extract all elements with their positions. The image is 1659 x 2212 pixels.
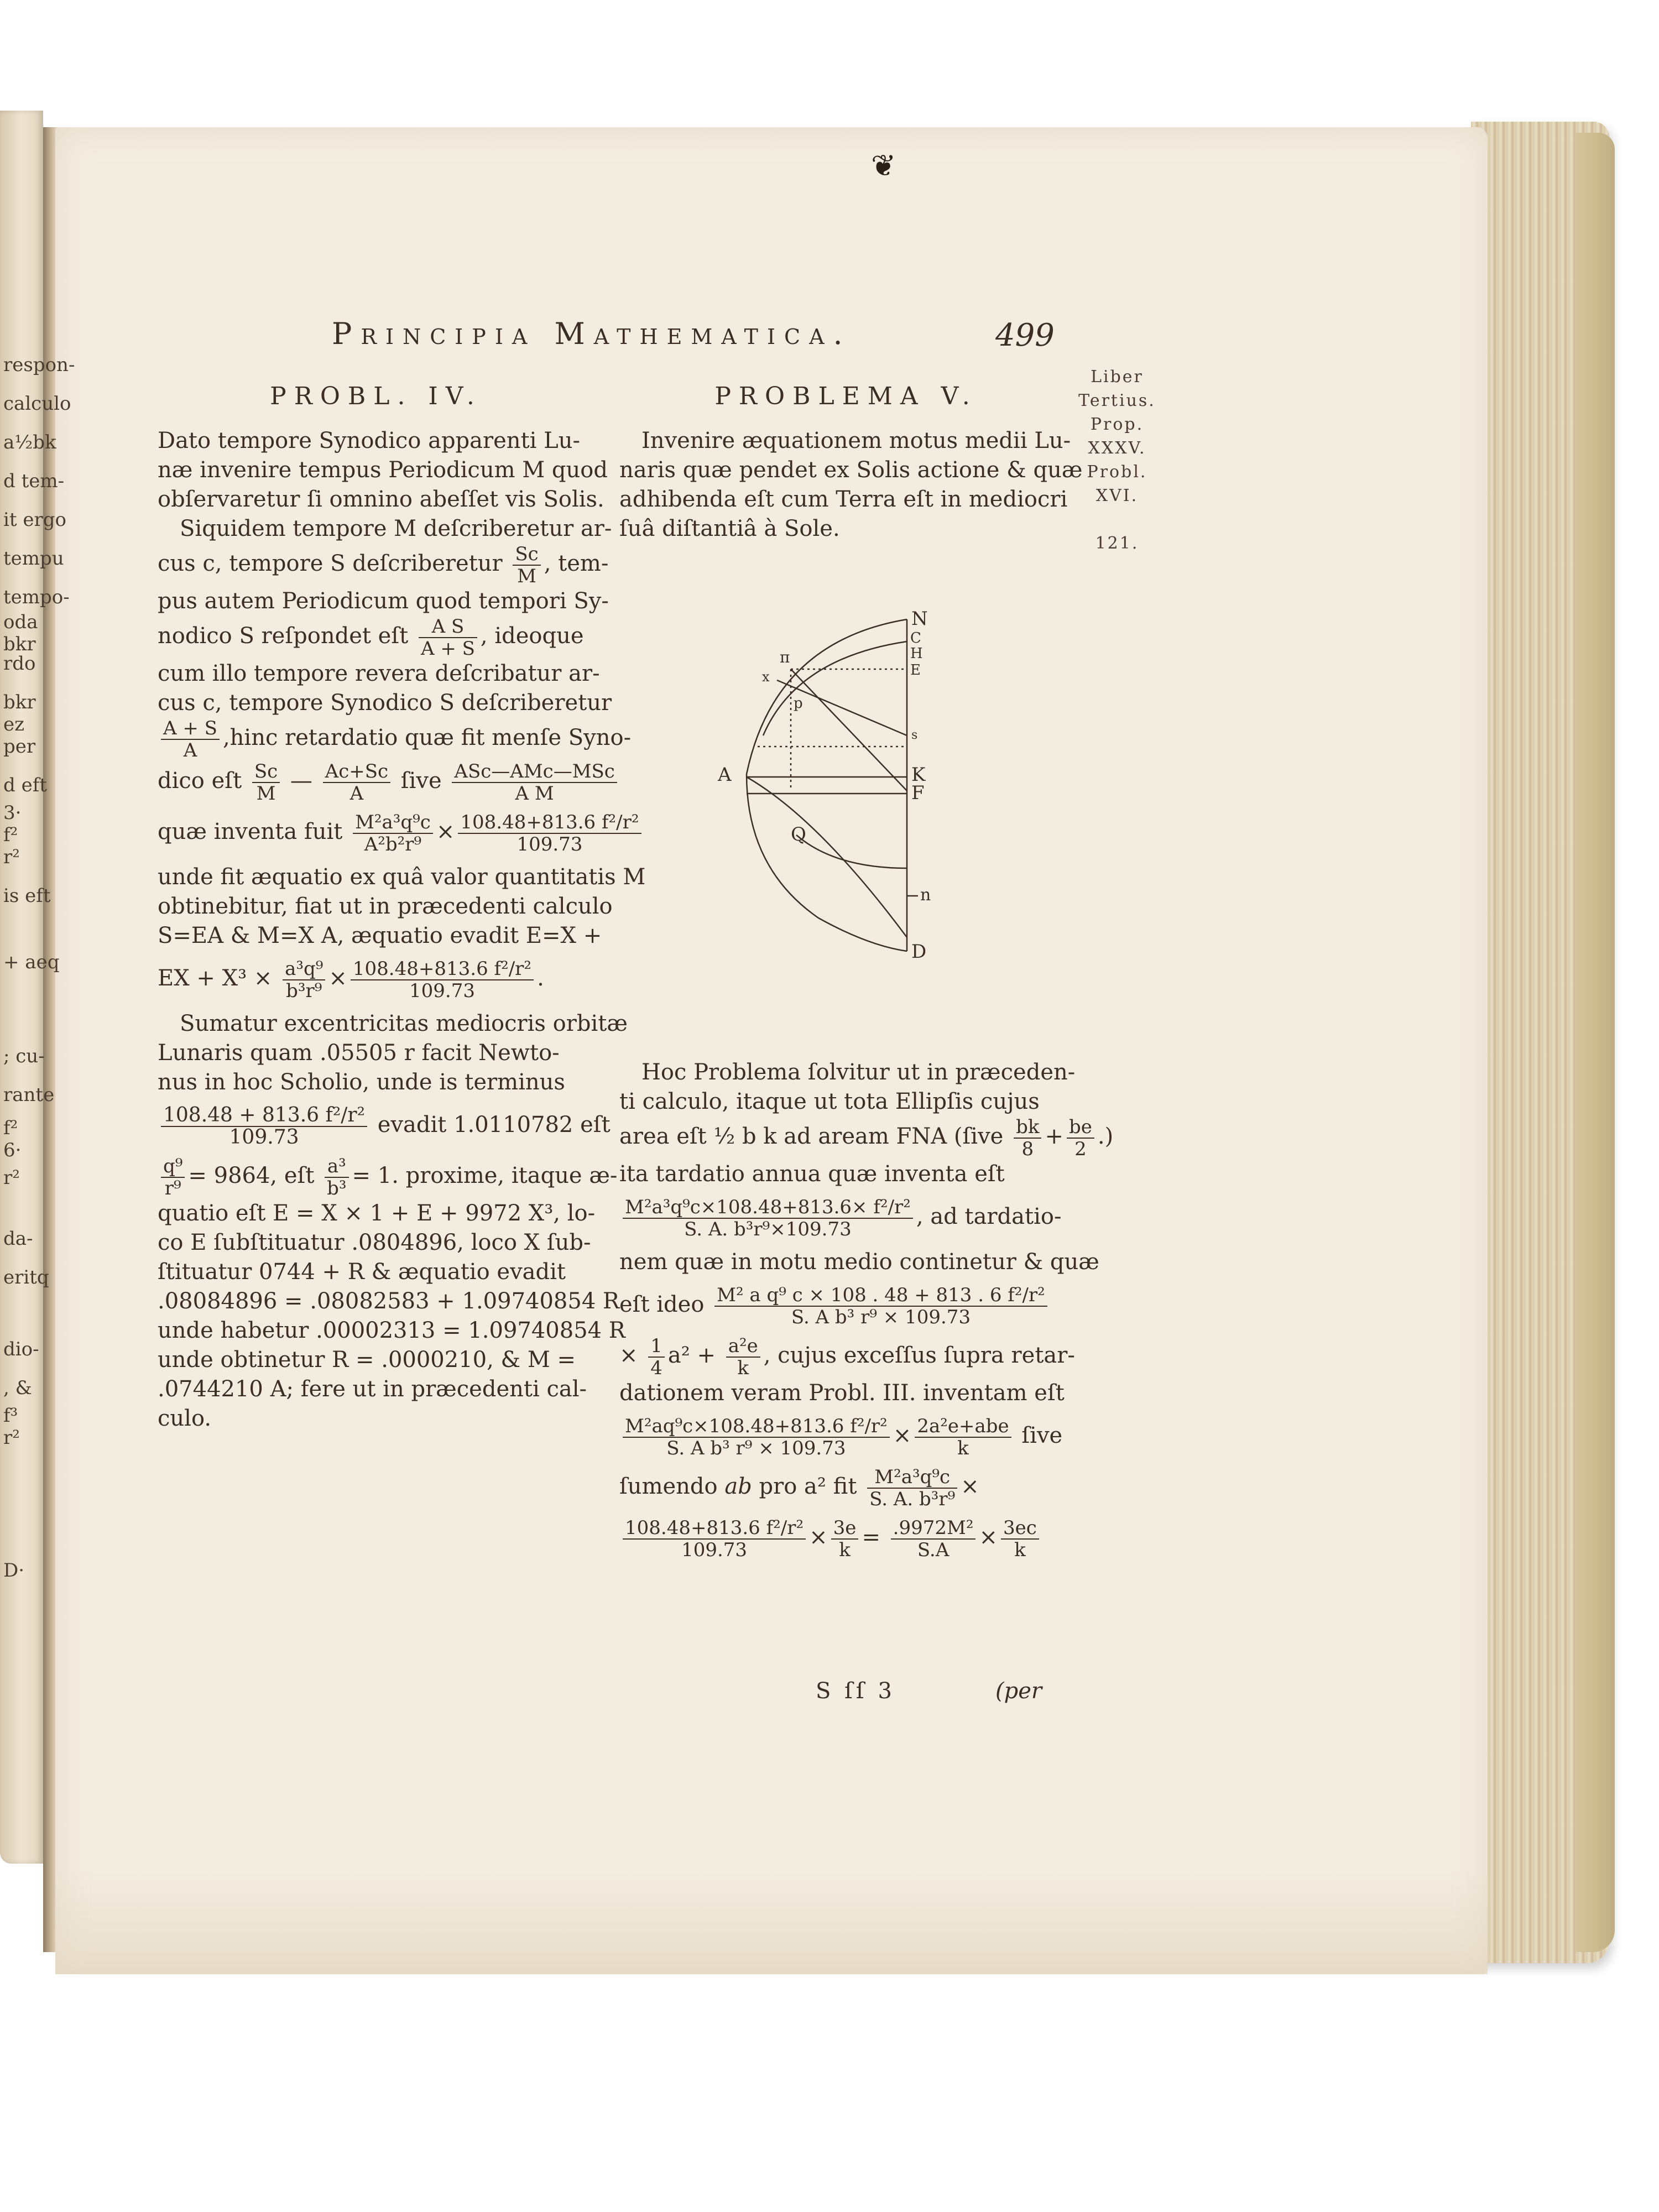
statement-line: naris quæ pendet ex Solis actione & quæ [619,457,1083,483]
margin-note-line: Prop. [1090,415,1144,434]
numerator: M²aq⁹c×108.48+813.6 f²/r² [623,1416,890,1438]
fraction [714,1285,1047,1328]
fraction [452,761,617,804]
lower-arc [796,835,907,868]
fraction [831,1517,859,1561]
left-page-fragment: oda [3,611,38,633]
running-head: Principia Mathematica. [332,316,852,351]
formula-line: quæ inventa fuit $\frac{\text{M²a³q⁹c}}{\text{A²b²r⁹}}$ × $\frac{\text{108.48+813.6 f²/r²}}{109.73}$ [158,812,594,855]
statement-line: ſuâ diſtantiâ à Sole. [619,516,840,541]
text-span: area eſt ½ b k ad aream FNA (ſive [619,1124,1004,1149]
denominator: k [737,1357,749,1379]
numerator: M²a³q⁹c [353,812,433,834]
text-line [158,543,609,587]
text-line: pus autem Periodicum quod tempori Sy- [158,588,609,614]
left-page-fragment: , & [3,1377,32,1399]
text-line: cum illo tempore revera deſcribatur ar- [158,661,600,686]
text-span: EX + X³ × [158,966,273,991]
text-line: nus in hoc Scholio, unde is terminus [158,1070,565,1095]
text-span: , ideoque [480,623,584,649]
text-line: co E ſubſtituatur .0804896, loco X ſub- [158,1230,591,1255]
text-span: ,hinc retardatio quæ fit menſe Syno- [222,725,632,750]
margin-note-line: Tertius. [1078,391,1156,410]
text-line [158,1155,618,1199]
fraction [1014,1117,1041,1160]
fraction [161,718,220,761]
numerator: 1 [648,1335,665,1358]
text-line: unde habetur .00002313 = 1.09740854 R [158,1318,625,1343]
numerator: 3e [831,1517,859,1540]
left-page-fragment: f² [3,824,18,846]
fraction [1001,1517,1039,1561]
text-line: ti calculo, itaque ut tota Ellipſis cujus [619,1089,1040,1114]
label-K: K [911,764,926,786]
fraction [513,544,540,587]
left-page-fragment: r² [3,1167,20,1189]
text-line [158,616,594,659]
text-line [158,717,632,761]
denominator: k [957,1437,969,1459]
statement-line: obſervaretur ſi omnino abeſſet vis Solis. [158,487,604,512]
fraction [419,616,477,659]
numerator: 108.48+813.6 f²/r² [351,958,534,980]
label-n: n [920,885,931,905]
denominator: M [517,565,536,587]
text-line: culo. [158,1406,212,1431]
text-line: Siquidem tempore M deſcriberetur ar- [180,516,612,541]
left-page-fragment: r² [3,1427,20,1449]
fraction [325,1156,348,1199]
page-number: 499 [995,317,1055,353]
denominator: k [1014,1539,1026,1561]
denominator: 109.73 [517,833,583,855]
numerator: Sc [513,544,540,566]
denominator: 4 [650,1357,662,1379]
formula-line: $\frac{\text{M²aq⁹c×108.48+813.6 f²/r²}}{\text{S. A b³ r⁹ × 109.73}}$ × $\frac{\text{2a²e+abe}}{k}$ ſive [619,1416,1073,1459]
statement-line: adhibenda eſt cum Terra eſt in mediocri [619,487,1068,512]
denominator: S. A b³ r⁹ × 109.73 [666,1437,846,1459]
denominator: S. A. b³r⁹ [869,1488,956,1510]
left-page-fragment: r² [3,846,20,868]
text-span: pro a² fit [759,1474,857,1499]
text-line: area eſt ½ b k ad aream FNA (ſive $\frac{bk}{8}$ + $\frac{be}{2}$ [619,1117,1073,1160]
denominator: b³ [327,1177,347,1199]
text-line: cus c, tempore Synodico S deſcriberetur [158,690,612,716]
denominator: b³r⁹ [286,980,322,1002]
label-x: x [762,669,770,685]
left-page-fragment: D· [3,1559,25,1582]
signature-mark: S ſſ 3 [816,1678,895,1704]
left-page-fragment: f² [3,1117,18,1139]
statement-line: Dato tempore Synodico apparenti Lu- [158,428,580,453]
denominator: 8 [1021,1138,1034,1160]
text-span: × [328,966,347,991]
fraction [915,1416,1011,1459]
text-span: = 1. proxime, itaque æ- [352,1163,618,1188]
lunar-orbit-diagram [708,608,973,984]
left-page-fragment: tempo- [3,586,70,608]
denominator: A + S [420,638,475,660]
numerator: Ac+Sc [323,761,390,783]
numerator: bk [1014,1117,1041,1139]
formula-line [158,1104,611,1149]
label-C: C [910,630,921,646]
fraction [623,1517,806,1561]
ornament: ❦ [871,148,896,183]
left-page-fragment: + aeq [3,951,60,973]
left-page-fragment: eritq [3,1266,49,1288]
text-span: × [619,1343,638,1368]
numerator: A S [419,616,477,638]
label-D: D [911,941,927,963]
text-span: , cujus exceſſus ſupra retar- [763,1343,1075,1368]
denominator: 2 [1074,1138,1087,1160]
fraction [283,958,325,1001]
problem-4-column [158,382,646,1433]
text-line [619,1467,1073,1510]
label-H: H [910,645,923,662]
text-span: a² + [667,1343,716,1368]
fraction [648,1335,665,1379]
problem-5-heading: PROBLEMA V. [714,382,978,410]
denominator: A [183,739,197,761]
label-s: s [911,728,918,742]
fraction [458,812,641,855]
fraction [161,1105,367,1148]
diagonal-1 [791,669,907,791]
left-page-fragment: it ergo [3,509,66,531]
text-line: .0744210 A; fere ut in præcedenti cal- [158,1376,587,1402]
left-page-fragment: respon- [3,354,75,376]
numerator: Sc [252,761,280,783]
formula-line [619,1197,1073,1240]
left-page-fragment: rdo [3,653,36,675]
formula-line [619,1285,1073,1328]
denominator: S.A [917,1539,950,1561]
left-page-fragment: ; cu- [3,1045,45,1067]
numerator: 3ec [1001,1517,1039,1540]
text-span: evadit 1.0110782 eſt [377,1112,611,1138]
left-page-fragment: per [3,735,36,758]
text-span: × [961,1474,979,1499]
text-span: ſive [400,768,442,794]
diagram-lines [747,619,918,951]
denominator: A [349,782,364,805]
outer-arc [747,619,907,951]
left-page-fragment: bkr [3,691,36,713]
catchword: (per [995,1678,1042,1704]
numerator: ASc—AMc—MSc [452,761,617,783]
numerator: 108.48+813.6 f²/r² [623,1517,806,1540]
fraction [1067,1117,1094,1160]
left-page-fragment: a½bk [3,431,56,453]
numerator: q⁹ [161,1156,185,1178]
denominator: S. A b³ r⁹ × 109.73 [791,1306,971,1328]
denominator: 109.73 [409,980,475,1002]
label-p: p [794,695,803,712]
denominator: S. A. b³r⁹×109.73 [684,1218,852,1240]
denominator: A M [515,782,554,805]
page-shade [55,1869,1488,1974]
fraction [623,1416,890,1459]
text-span: , tem- [544,551,609,576]
formula-line: EX + X³ × $\frac{\text{a³q⁹}}{\text{b³r⁹}}$ × $\frac{\text{108.48+813.6 f²/r²}}{109.73}$ . [158,958,544,1002]
denominator: M [256,782,276,805]
text-span: dico eſt [158,768,242,794]
fraction [323,761,390,804]
numerator: 2a²e+abe [915,1416,1011,1438]
label-Q: Q [791,823,806,846]
text-span: ſumendo [619,1474,718,1499]
left-page-fragment: dio- [3,1338,39,1360]
fraction [726,1335,760,1379]
numerator: 108.48+813.6 f²/r² [458,812,641,834]
text-line: nem quæ in motu medio continetur & quæ [619,1249,1099,1275]
left-page-fragment: 6· [3,1139,22,1161]
margin-note-line: Liber [1091,367,1144,387]
denominator: k [839,1539,851,1561]
text-span: ab [724,1474,752,1499]
text-line: unde obtinetur R = .0000210, & M = [158,1347,576,1373]
denominator: r⁹ [164,1177,181,1199]
text-span: = 9864, eſt [188,1163,315,1188]
text-line: dico eſt $\frac{Sc}{M}$ — $\frac{Ac+Sc}{A}$ ſive $\frac{\text{ASc—AMc—MSc}}{\text{A M}}$ [158,761,594,804]
margin-note-line: 121. [1095,534,1139,553]
left-page-fragment: 3· [3,802,22,824]
text-span: nodico S reſpondet eſt [158,623,409,649]
diagram-labels [717,608,931,963]
text-span: , ad tardatio- [916,1204,1062,1229]
fraction [351,958,534,1001]
statement-line: næ invenire tempus Periodicum M quod [158,457,608,483]
margin-note-line: Probl. [1087,462,1147,482]
problem-4-heading: PROBL. IV. [270,382,482,410]
text-line [619,1335,1073,1379]
formula-line: $\frac{\text{108.48+813.6 f²/r²}}{109.73}$ × $\frac{3e}{k}$ = $\frac{\text{.9972M²}}{S.A}$ × $\frac{3ec}{k}$ [619,1517,1073,1561]
fraction [623,1197,913,1240]
text-line: .08084896 = .08082583 + 1.09740854 R [158,1288,620,1314]
numerator: M²a³q⁹c×108.48+813.6× f²/r² [623,1197,913,1219]
text-line: obtinebitur, fiat ut in præcedenti calculo [158,894,613,919]
text-line: unde fit æquatio ex quâ valor quantitatis M [158,864,646,890]
fraction [867,1467,957,1510]
fraction [161,1156,185,1199]
numerator: M²a³q⁹c [867,1467,957,1489]
margin-note-line: XXXV. [1088,439,1146,458]
text-line: Hoc Problema ſolvitur ut in præceden- [641,1060,1076,1085]
text-span: cus c, tempore S deſcriberetur [158,551,503,576]
text-line: quatio eſt E = X × 1 + E + 9972 X³, lo- [158,1201,596,1226]
label-N: N [911,608,928,630]
text-line: ſtituatur 0744 + R & æquatio evadit [158,1259,566,1285]
left-page-fragment: rante [3,1084,55,1106]
numerator: be [1067,1117,1094,1139]
numerator: a³ [325,1156,348,1178]
denominator: A²b²r⁹ [364,833,422,855]
text-line: Sumatur excentricitas mediocris orbitæ [180,1011,628,1036]
left-page-fragment: is eft [3,885,51,907]
left-page-fragment: ez [3,713,25,735]
margin-note-line: XVI. [1095,486,1139,505]
left-page-fragment: bkr [3,633,36,655]
text-line: Lunaris quam .05505 r facit Newto- [158,1040,560,1066]
fraction [353,812,433,855]
left-page-fragment: calculo [3,393,71,415]
numerator: 108.48 + 813.6 f²/r² [161,1105,367,1127]
left-page-fragment: da- [3,1228,33,1250]
margin-note [1076,365,1159,555]
margin-note-line [1076,508,1159,531]
book-board [1576,133,1615,1952]
text-line: dationem veram Probl. III. inventam eſt [619,1380,1065,1406]
denominator: 109.73 [229,1126,299,1149]
statement-line: Invenire æquationem motus medii Lu- [641,428,1071,453]
numerator: M² a q⁹ c × 108 . 48 + 813 . 6 f²/r² [714,1285,1047,1307]
text-span: ſive [1021,1423,1063,1448]
label-E: E [910,662,921,679]
label-F: F [911,782,925,804]
left-page-fragment: tempu [3,547,64,570]
left-page-fragment: d tem- [3,470,65,492]
numerator: A + S [161,718,220,740]
numerator: a²e [726,1335,760,1358]
fraction [252,761,280,804]
ellipse-arc [747,777,907,937]
fraction [891,1517,976,1561]
numerator: a³q⁹ [283,958,325,980]
left-page-fragment: d eft [3,774,47,796]
label-A: A [718,764,732,786]
text-line: S=EA & M=X A, æquatio evadit E=X + [158,923,602,948]
text-span: eſt ideo [619,1292,705,1317]
left-page-fragment: f³ [3,1405,18,1427]
denominator: 109.73 [681,1539,748,1561]
text-span: quæ inventa fuit [158,819,343,844]
label-pi: π [780,648,790,666]
text-span: = [862,1525,888,1550]
numerator: .9972M² [891,1517,976,1540]
text-line: ita tardatio annua quæ inventa eſt [619,1161,1005,1187]
